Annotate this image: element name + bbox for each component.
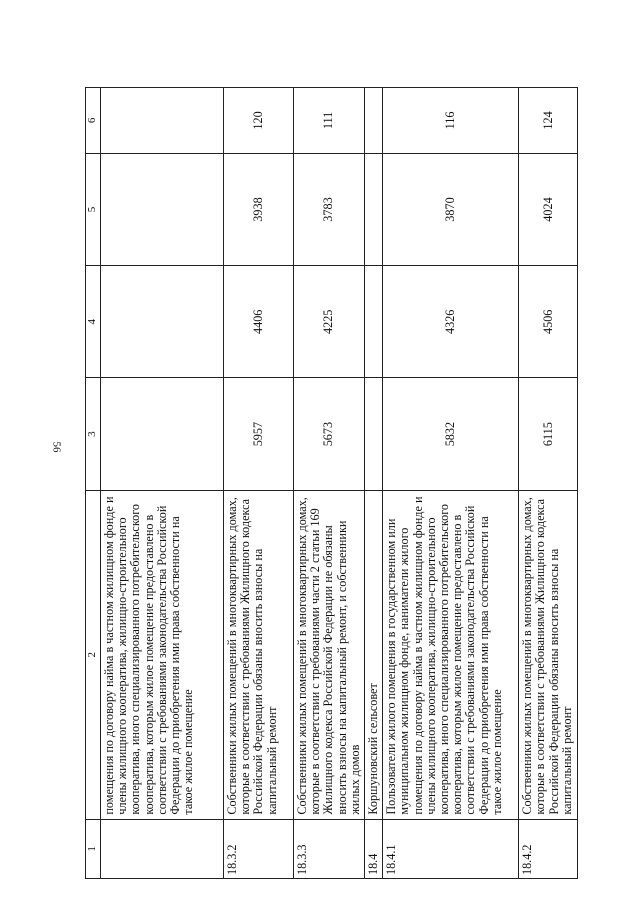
value-col5: [101, 153, 224, 265]
value-col4: 4506: [519, 266, 578, 378]
value-col5: [365, 153, 383, 265]
value-col6: 124: [519, 88, 578, 154]
value-col6: 116: [383, 88, 519, 154]
page-number: 56: [50, 441, 63, 453]
table-row: [365, 88, 383, 879]
row-code: 18.3.3: [294, 819, 365, 878]
row-code: 18.4.2: [519, 819, 578, 878]
value-col5: 3938: [224, 153, 294, 265]
value-col6: 111: [294, 88, 365, 154]
column-number: 3: [86, 378, 101, 490]
row-description: Коршуновский сельсовет: [365, 490, 383, 819]
value-col6: [365, 88, 383, 154]
value-col3: [365, 378, 383, 490]
value-col6: [101, 88, 224, 154]
column-number: 2: [86, 490, 101, 819]
value-col5: 4024: [519, 153, 578, 265]
row-code: 18.4.1: [383, 819, 519, 878]
table-row: [383, 88, 519, 879]
value-col5: 3870: [383, 153, 519, 265]
value-col3: 5673: [294, 378, 365, 490]
row-code: [101, 819, 224, 878]
value-col3: 5957: [224, 378, 294, 490]
table-row: [519, 88, 578, 879]
row-code: 18.4: [365, 819, 383, 878]
rotated-table-wrapper: [85, 87, 578, 879]
row-description: Собственники жилых помещений в многоквартирных домах, которые в соответствии с требованиями части 2 статьи 169 Жилищного кодекса Российской Федерации не обязаны вносить взносы на капитальный ремонт, и собственники жилых домов: [294, 490, 365, 819]
tariff-table: [85, 87, 578, 879]
table-row: [101, 88, 224, 879]
value-col3: 5832: [383, 378, 519, 490]
row-description: Пользователи жилого помещения в государственном или муниципальном жилищном фонде, наниматели жилого помещения по договору найма в частном жилищном фонде и члены жилищного кооператива, жилищно-строительного кооператива, иного специализированного потребительского кооператива, которым жилое помещение предоставлено в соответствии с требованиями законодательства Российской Федерации до приобретения ими права собственности на такое жилое помещение: [383, 490, 519, 819]
row-description: Собственники жилых помещений в многоквартирных домах, которые в соответствии с требованиями Жилищного кодекса Российской Федерации обязаны вносить взносы на капитальный ремонт: [519, 490, 578, 819]
table-row: [224, 88, 294, 879]
column-number: 1: [86, 819, 101, 878]
value-col4: [101, 266, 224, 378]
row-code: 18.3.2: [224, 819, 294, 878]
value-col4: [365, 266, 383, 378]
value-col3: [101, 378, 224, 490]
column-number-row: [86, 88, 101, 879]
column-number: 5: [86, 153, 101, 265]
row-description: Собственники жилых помещений в многоквартирных домах, которые в соответствии с требованиями Жилищного кодекса Российской Федерации обязаны вносить взносы на капитальный ремонт: [224, 490, 294, 819]
table-row: [294, 88, 365, 879]
value-col6: 120: [224, 88, 294, 154]
column-number: 6: [86, 88, 101, 154]
value-col5: 3783: [294, 153, 365, 265]
value-col4: 4225: [294, 266, 365, 378]
value-col3: 6115: [519, 378, 578, 490]
value-col4: 4326: [383, 266, 519, 378]
row-description: помещения по договору найма в частном жилищном фонде и члены жилищного кооператива, жилищно-строительного кооператива, иного специализированного потребительского кооператива, которым жилое помещение предоставлено в соответствии с требованиями законодательства Российской Федерации до приобретения ими права собственности на такое жилое помещение: [101, 490, 224, 819]
column-number: 4: [86, 266, 101, 378]
value-col4: 4406: [224, 266, 294, 378]
